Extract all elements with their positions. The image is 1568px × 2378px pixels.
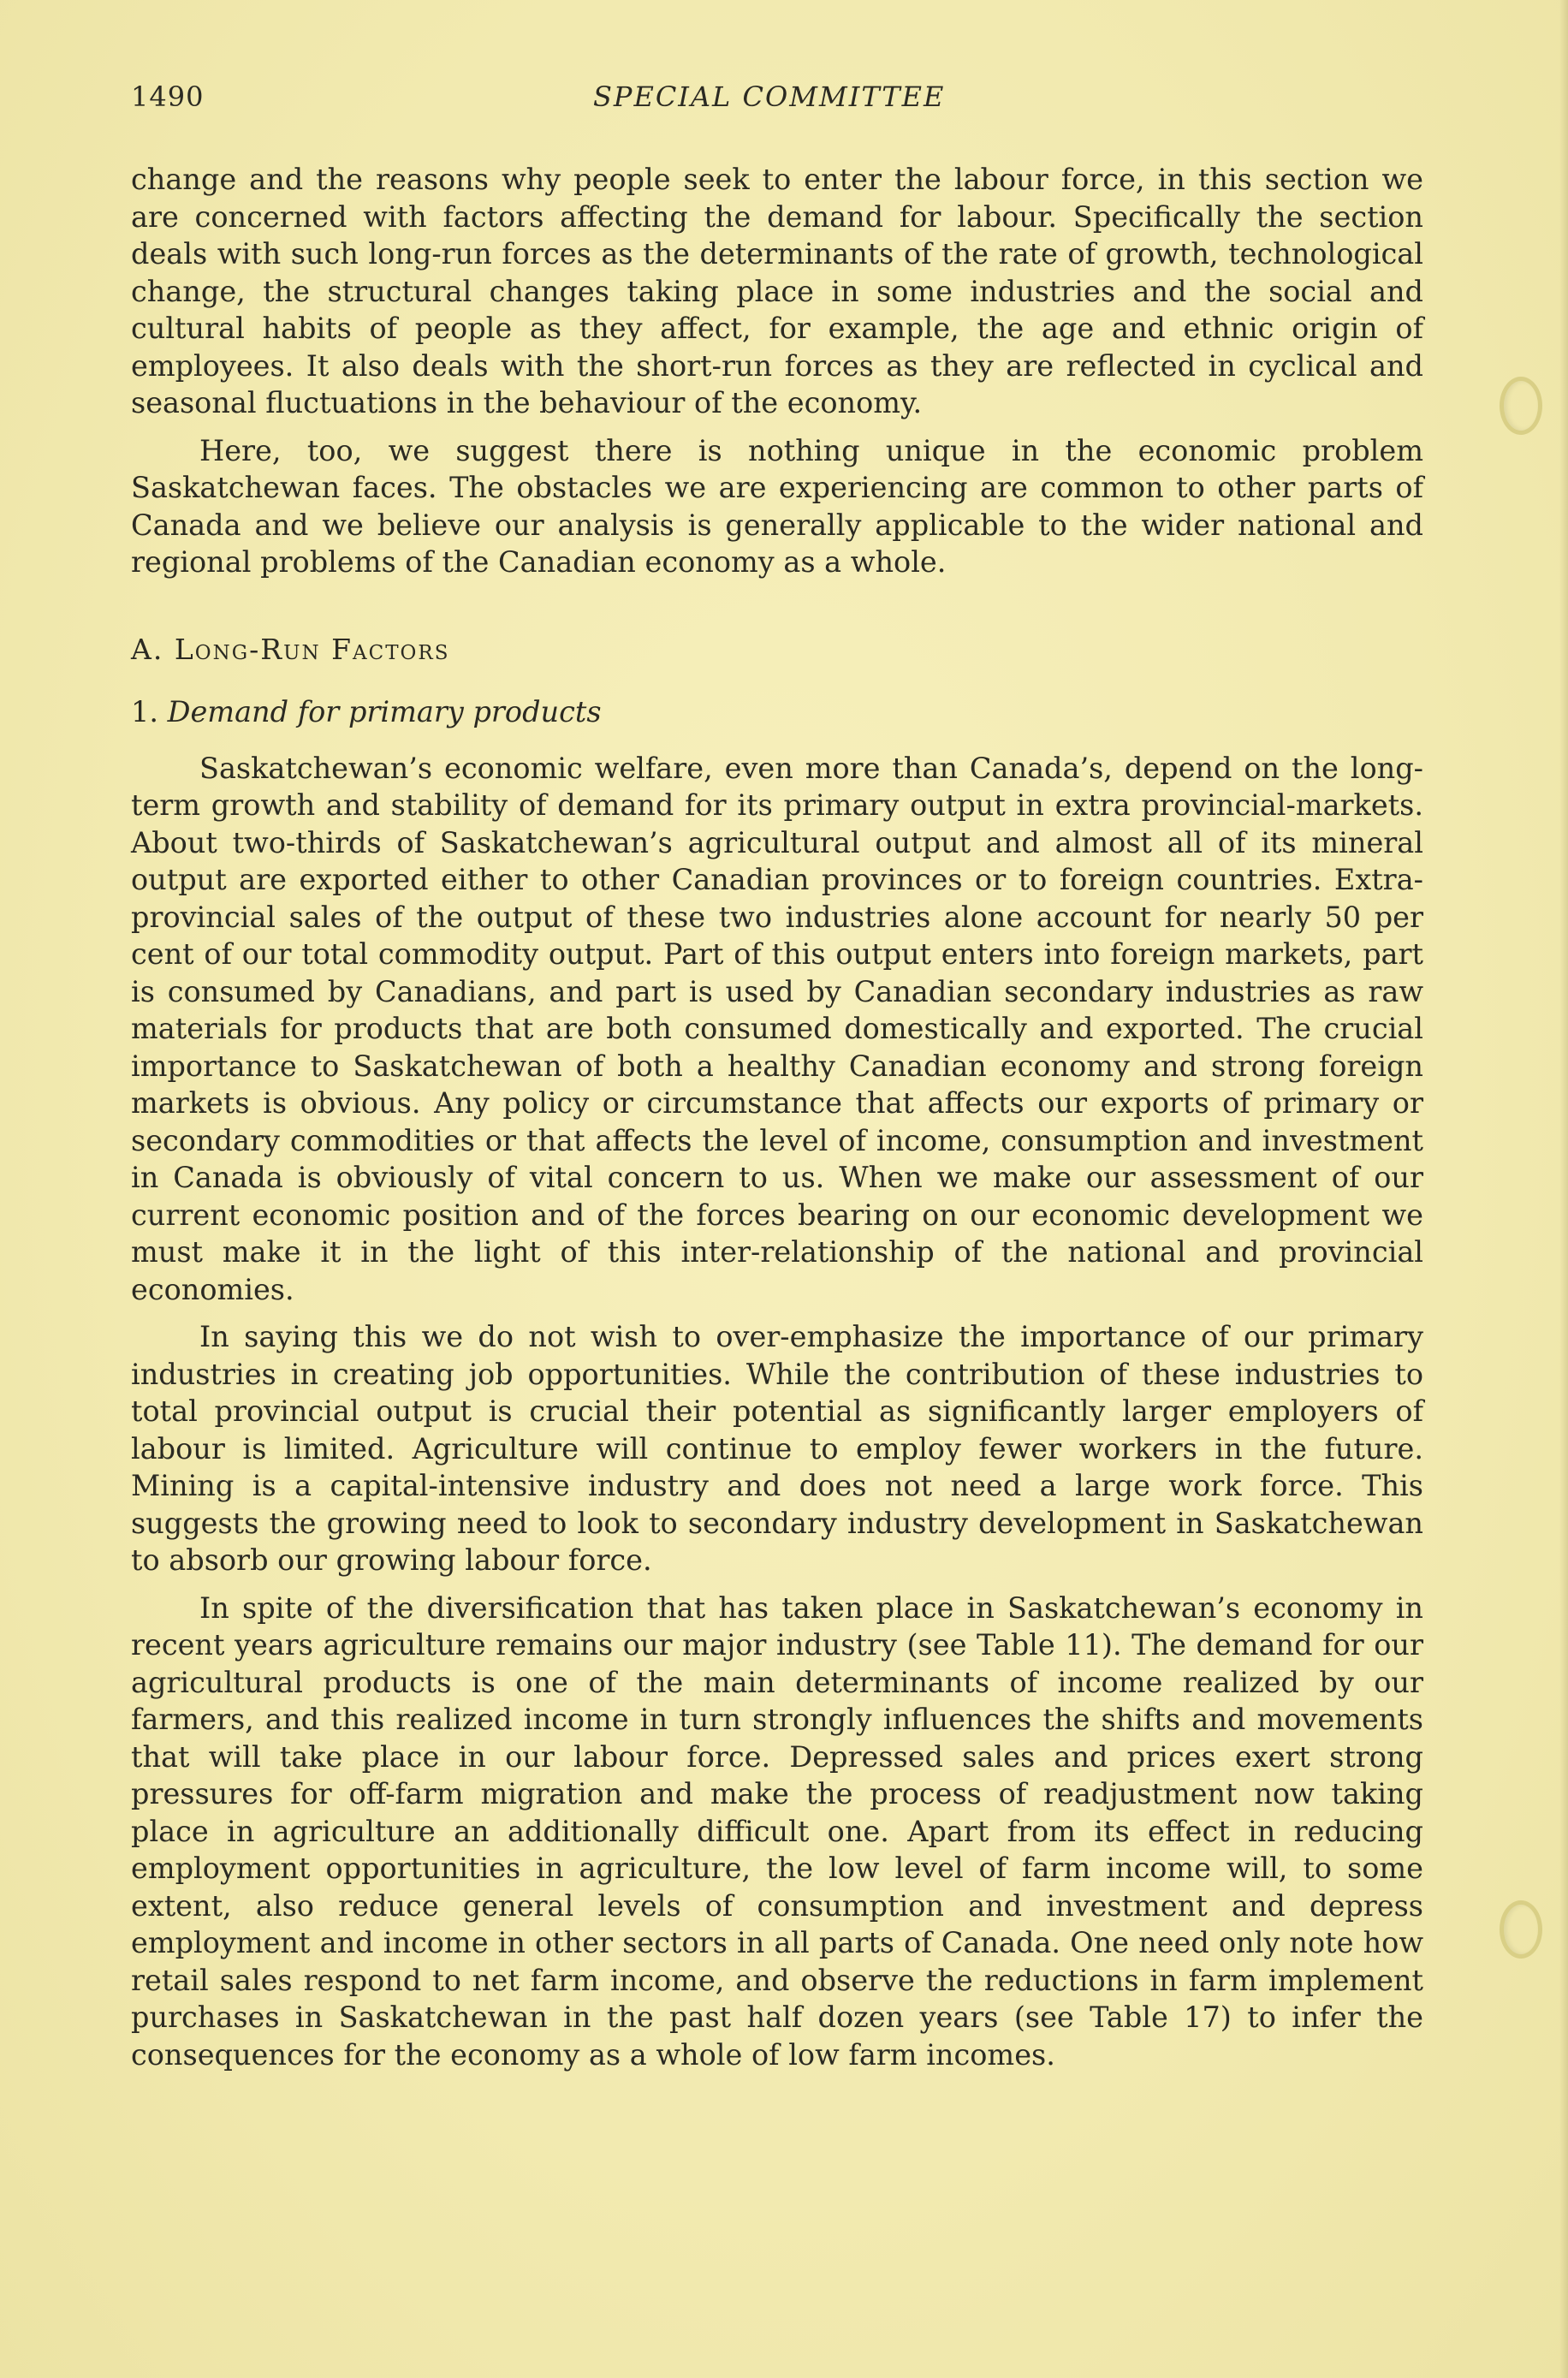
page-number: 1490 — [131, 80, 205, 113]
body-text — [131, 161, 1423, 2084]
subsection-number: 1. — [131, 695, 158, 728]
section-title: Long-Run Factors — [174, 632, 450, 666]
paragraph-4: In saying this we do not wish to over-emphasize the importance of our primary industries in creating job opportunities. While the contribution of these industries to total provincial output is crucial their potential as significantly larger employers of labour is limited. Agriculture will continue to employ fewer workers in the future. Mining is a capital-intensive industry and does not need a large work force. This suggests the growing need to look to secondary industry development in Saskatchewan to absorb our growing labour force. — [131, 1320, 1423, 1577]
running-title: SPECIAL COMMITTEE — [593, 80, 946, 113]
page-edge-shadow — [1559, 0, 1568, 2378]
paragraph-5: In spite of the diversification that has taken place in Saskatchewan’s economy in recent years agriculture remains our major industry (see Table 11). The demand for our agricultural products is one of the main determinants of income realized by our farmers, and this realized income in turn strongly influences the shifts and movements that will take place in our labour force. Depressed sales and prices exert strong pressures for off-farm migration and make the process of readjustment now taking place in agriculture an additionally difficult one. Apart from its effect in reducing employment opportunities in agriculture, the low level of farm income will, to some extent, also reduce general levels of consumption and investment and depress employment and income in other sectors in all parts of Canada. One need only note how retail sales respond to net farm income, and observe the reductions in farm implement purchases in Saskatchewan in the past half dozen years (see Table 17) to infer the consequences for the economy as a whole of low farm incomes. — [131, 1590, 1423, 2072]
paragraph-2: Here, too, we suggest there is nothing unique in the economic problem Saskatchewan faces. The obstacles we are experiencing are common to other parts of Canada and we believe our analysis is generally applicable to the wider national and regional problems of the Canadian economy as a whole. — [131, 433, 1423, 579]
binder-ring-icon — [1500, 377, 1542, 435]
section-heading — [131, 631, 1423, 669]
section-letter: A. — [131, 632, 164, 666]
subsection-heading — [131, 693, 1423, 731]
binder-ring-icon — [1500, 1900, 1542, 1959]
paragraph-3: Saskatchewan’s economic welfare, even more than Canada’s, depend on the long-term growth and stability of demand for its primary output in extra provincial-markets. About two-thirds of Saskatchewan’s agricultural output and almost all of its mineral output are exported either to other Canadian provinces or to foreign countries. Extra-provincial sales of the output of these two industries alone account for nearly 50 per cent of our total commodity output. Part of this output enters into foreign markets, part is consumed by Canadians, and part is used by Canadian secondary industries as raw materials for products that are both consumed domestically and exported. The crucial importance to Saskatchewan of both a healthy Canadian economy and strong foreign markets is obvious. Any policy or circumstance that affects our exports of primary or secondary commodities or that affects the level of income, consumption and investment in Canada is obviously of vital concern to us. When we make our assessment of our current economic position and of the forces bearing on our economic development we must make it in the light of this inter-relationship of the national and provincial economies. — [131, 751, 1423, 1306]
subsection-title: Demand for primary products — [167, 695, 602, 728]
paragraph-1: change and the reasons why people seek to enter the labour force, in this section we are concerned with factors affecting the demand for labour. Specifically the section deals with such long-run forces as the determinants of the rate of growth, technological change, the structural changes taking place in some industries and the social and cultural habits of people as they affect, for example, the age and ethnic origin of employees. It also deals with the short-run forces as they are reflected in cyclical and seasonal fluctuations in the behaviour of the economy. — [131, 163, 1423, 419]
page-header — [131, 80, 1423, 128]
